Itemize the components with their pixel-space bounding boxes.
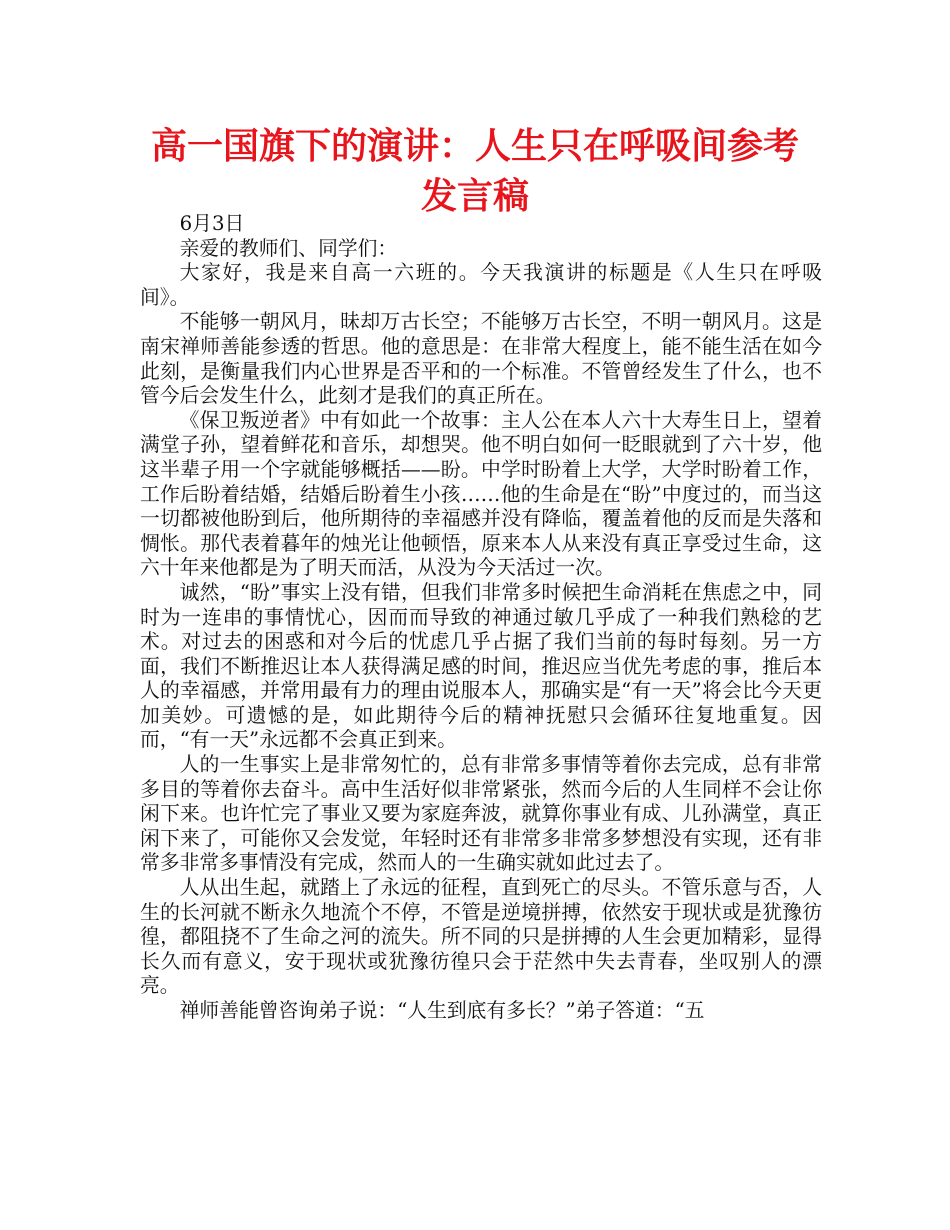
paragraph: 诚然，“盼”事实上没有错，但我们非常多时候把生命消耗在焦虑之中，同时为一连串的事情忧心，因而而导致的神通过敏几乎成了一种我们熟稔的艺术。对过去的困惑和对今后的忧虑几乎占据了我们当前的每时每刻。另一方面，我们不断推迟让本人获得满足感的时间，推迟应当优先考虑的事，推后本人的幸福感，并常用最有力的理由说服本人，那确实是“有一天”将会比今天更加美妙。可遗憾的是，如此期待今后的精神抚慰只会循环往复地重复。因而，“有一天”永远都不会真正到来。 — [140, 580, 822, 752]
paragraph: 人从出生起，就踏上了永远的征程，直到死亡的尽头。不管乐意与否，人生的长河就不断永久地流个不停，不管是逆境拼搏，依然安于现状或是犹豫彷徨，都阻挠不了生命之河的流失。所不同的只是拼搏的人生会更加精彩，显得长久而有意义，安于现状或犹豫彷徨只会于茫然中失去青春，坐叹别人的漂亮。 — [140, 876, 822, 998]
document-title: 高一国旗下的演讲：人生只在呼吸间参考发言稿 — [150, 126, 799, 217]
salutation: 亲爱的教师们、同学们： — [179, 236, 398, 260]
paragraph: 人的一生事实上是非常匆忙的，总有非常多事情等着你去完成，总有非常多目的等着你去奋斗。高中生活好似非常紧张，然而今后的人生同样不会让你闲下来。也许忙完了事业又要为家庭奔波，就算你事业有成、儿孙满堂，真正闲下来了，可能你又会发觉，年轻时还有非常多非常多梦想没有实现，还有非常多非常多事情没有完成，然而人的一生确实就如此过去了。 — [140, 753, 822, 875]
document-body — [140, 212, 822, 1024]
paragraph: 禅师善能曾咨询弟子说：“人生到底有多长？”弟子答道：“五 — [179, 999, 705, 1022]
date-line: 6月3日 — [179, 212, 245, 235]
paragraph: 大家好，我是来自高一六班的。今天我演讲的标题是《人生只在呼吸间》。 — [140, 261, 822, 309]
paragraph: 《保卫叛逆者》中有如此一个故事：主人公在本人六十大寿生日上，望着满堂子孙，望着鲜花和音乐，却想哭。他不明白如何一眨眼就到了六十岁，他这半辈子用一个字就能够概括——盼。中学时盼着上大学，大学时盼着工作，工作后盼着结婚，结婚后盼着生小孩……他的生命是在“盼”中度过的，而当这一切都被他盼到后，他所期待的幸福感并没有降临，覆盖着他的反而是失落和惆怅。那代表着暮年的烛光让他顿悟，原来本人从来没有真正享受过生命，这六十年来他都是为了明天而活，从没为今天活过一次。 — [140, 408, 822, 580]
paragraph: 不能够一朝风月，昧却万古长空；不能够万古长空，不明一朝风月。这是南宋禅师善能参透的哲思。他的意思是：在非常大程度上，能不能生活在如今此刻，是衡量我们内心世界是否平和的一个标准。不管曾经发生了什么，也不管今后会发生什么，此刻才是我们的真正所在。 — [140, 310, 822, 408]
